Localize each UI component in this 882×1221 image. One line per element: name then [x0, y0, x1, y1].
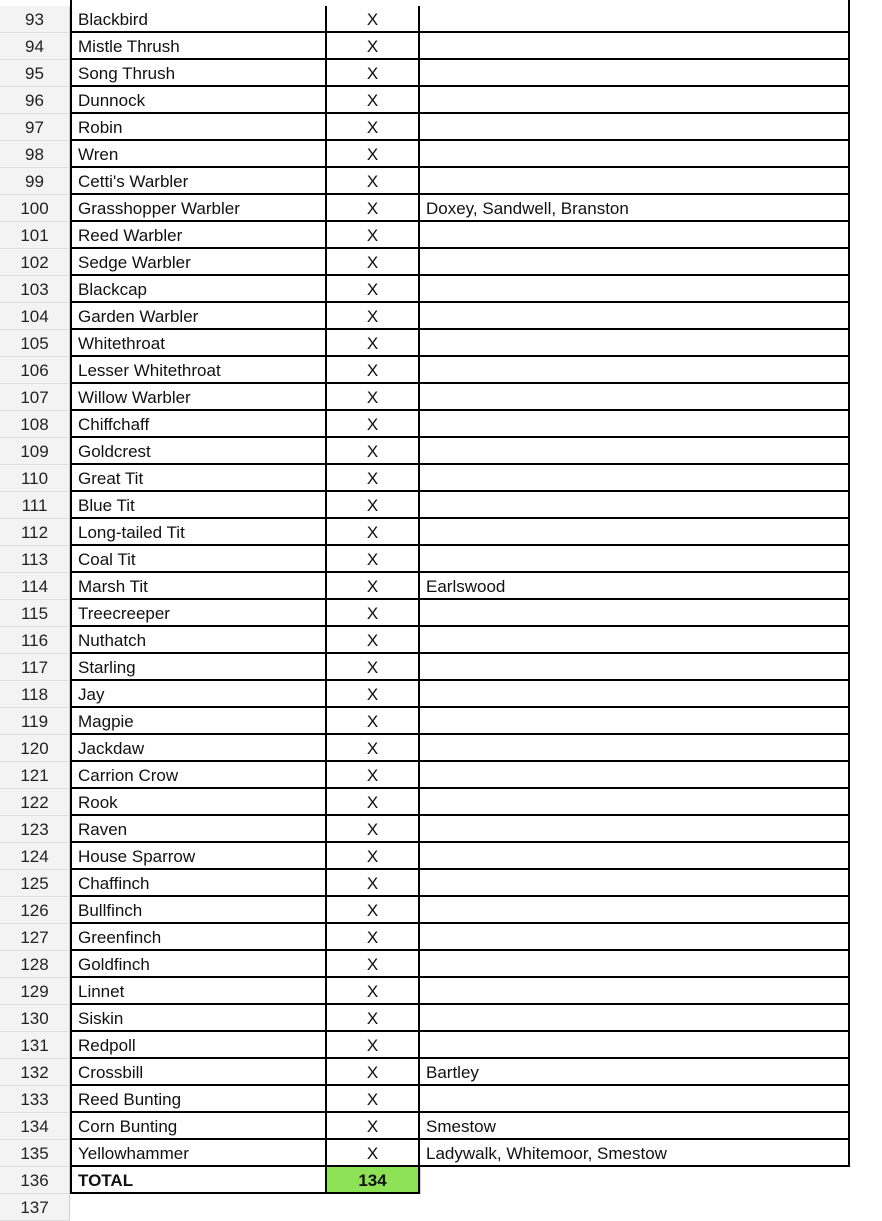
seen-mark-cell[interactable]: X [327, 681, 420, 708]
table-row [0, 573, 882, 600]
location-notes-cell[interactable] [420, 6, 850, 33]
total-value-cell[interactable]: 134 [327, 1167, 420, 1194]
table-row [0, 465, 882, 492]
table-row [0, 249, 882, 276]
table-row [0, 87, 882, 114]
row-header[interactable]: 97 [0, 114, 70, 141]
species-name-cell[interactable]: Blackcap [70, 276, 327, 303]
location-notes-cell[interactable]: Doxey, Sandwell, Branston [420, 195, 850, 222]
species-name-cell[interactable]: Cetti's Warbler [70, 168, 327, 195]
row-header[interactable]: 124 [0, 843, 70, 870]
location-notes-cell[interactable] [420, 951, 850, 978]
row-header[interactable]: 101 [0, 222, 70, 249]
location-notes-cell[interactable] [420, 519, 850, 546]
location-notes-cell[interactable] [420, 384, 850, 411]
location-notes-cell[interactable] [420, 411, 850, 438]
seen-mark-cell[interactable]: X [327, 519, 420, 546]
table-row [0, 1005, 882, 1032]
location-notes-cell[interactable] [420, 249, 850, 276]
row-header[interactable]: 113 [0, 546, 70, 573]
species-name-cell[interactable]: Dunnock [70, 87, 327, 114]
row-header[interactable]: 108 [0, 411, 70, 438]
seen-mark-cell[interactable]: X [327, 33, 420, 60]
location-notes-cell[interactable]: Ladywalk, Whitemoor, Smestow [420, 1140, 850, 1167]
species-name-cell[interactable]: Lesser Whitethroat [70, 357, 327, 384]
empty-cell[interactable] [420, 1167, 882, 1194]
seen-mark-cell[interactable]: X [327, 546, 420, 573]
table-row [0, 6, 882, 33]
location-notes-cell[interactable] [420, 870, 850, 897]
row-header[interactable]: 114 [0, 573, 70, 600]
location-notes-cell[interactable] [420, 114, 850, 141]
row-header[interactable]: 107 [0, 384, 70, 411]
seen-mark-cell[interactable]: X [327, 384, 420, 411]
table-row [0, 843, 882, 870]
location-notes-cell[interactable] [420, 168, 850, 195]
species-name-cell[interactable]: Willow Warbler [70, 384, 327, 411]
species-name-cell[interactable]: Reed Warbler [70, 222, 327, 249]
table-row [0, 492, 882, 519]
species-name-cell[interactable]: Marsh Tit [70, 573, 327, 600]
location-notes-cell[interactable] [420, 141, 850, 168]
location-notes-cell[interactable] [420, 924, 850, 951]
table-row [0, 33, 882, 60]
seen-mark-cell[interactable]: X [327, 1113, 420, 1140]
species-name-cell[interactable]: Chiffchaff [70, 411, 327, 438]
location-notes-cell[interactable] [420, 762, 850, 789]
seen-mark-cell[interactable]: X [327, 1140, 420, 1167]
table-row [0, 276, 882, 303]
species-name-cell[interactable]: Garden Warbler [70, 303, 327, 330]
row-header[interactable]: 128 [0, 951, 70, 978]
row-header[interactable]: 123 [0, 816, 70, 843]
species-name-cell[interactable]: Blackbird [70, 6, 327, 33]
row-header[interactable]: 132 [0, 1059, 70, 1086]
row-header[interactable]: 119 [0, 708, 70, 735]
table-row [0, 978, 882, 1005]
seen-mark-cell[interactable]: X [327, 654, 420, 681]
table-row [0, 1194, 882, 1221]
table-row [0, 924, 882, 951]
location-notes-cell[interactable] [420, 654, 850, 681]
location-notes-cell[interactable] [420, 546, 850, 573]
table-row [0, 546, 882, 573]
seen-mark-cell[interactable]: X [327, 951, 420, 978]
seen-mark-cell[interactable]: X [327, 1059, 420, 1086]
row-header[interactable]: 99 [0, 168, 70, 195]
row-header[interactable]: 116 [0, 627, 70, 654]
table-row [0, 870, 882, 897]
location-notes-cell[interactable]: Earlswood [420, 573, 850, 600]
species-name-cell[interactable]: Linnet [70, 978, 327, 1005]
species-name-cell[interactable]: Treecreeper [70, 600, 327, 627]
species-name-cell[interactable]: Corn Bunting [70, 1113, 327, 1140]
species-name-cell[interactable]: Bullfinch [70, 897, 327, 924]
row-header[interactable]: 131 [0, 1032, 70, 1059]
seen-mark-cell[interactable]: X [327, 141, 420, 168]
species-name-cell[interactable]: Whitethroat [70, 330, 327, 357]
location-notes-cell[interactable] [420, 897, 850, 924]
species-name-cell[interactable]: Coal Tit [70, 546, 327, 573]
seen-mark-cell[interactable]: X [327, 573, 420, 600]
species-name-cell[interactable]: Robin [70, 114, 327, 141]
seen-mark-cell[interactable]: X [327, 330, 420, 357]
location-notes-cell[interactable] [420, 1086, 850, 1113]
seen-mark-cell[interactable]: X [327, 465, 420, 492]
table-row [0, 762, 882, 789]
row-header[interactable]: 135 [0, 1140, 70, 1167]
row-header[interactable]: 136 [0, 1167, 70, 1194]
row-header[interactable]: 100 [0, 195, 70, 222]
row-header[interactable]: 104 [0, 303, 70, 330]
table-row [0, 735, 882, 762]
row-header[interactable]: 105 [0, 330, 70, 357]
row-header[interactable]: 118 [0, 681, 70, 708]
seen-mark-cell[interactable]: X [327, 168, 420, 195]
table-row [0, 789, 882, 816]
species-name-cell[interactable]: Wren [70, 141, 327, 168]
species-name-cell[interactable]: Jackdaw [70, 735, 327, 762]
seen-mark-cell[interactable]: X [327, 627, 420, 654]
row-header[interactable]: 137 [0, 1194, 70, 1221]
table-row [0, 195, 882, 222]
location-notes-cell[interactable] [420, 492, 850, 519]
table-row [0, 816, 882, 843]
table-row [0, 519, 882, 546]
row-header[interactable]: 93 [0, 6, 70, 33]
row-header[interactable]: 126 [0, 897, 70, 924]
table-row [0, 897, 882, 924]
location-notes-cell[interactable] [420, 708, 850, 735]
species-name-cell[interactable]: Song Thrush [70, 60, 327, 87]
table-row [0, 951, 882, 978]
row-header[interactable]: 95 [0, 60, 70, 87]
row-header[interactable]: 134 [0, 1113, 70, 1140]
row-header[interactable]: 115 [0, 600, 70, 627]
species-name-cell[interactable]: Redpoll [70, 1032, 327, 1059]
species-name-cell[interactable]: Jay [70, 681, 327, 708]
row-header[interactable]: 130 [0, 1005, 70, 1032]
row-header[interactable]: 127 [0, 924, 70, 951]
row-header[interactable]: 112 [0, 519, 70, 546]
location-notes-cell[interactable] [420, 357, 850, 384]
species-name-cell[interactable]: Goldcrest [70, 438, 327, 465]
species-name-cell[interactable]: Raven [70, 816, 327, 843]
seen-mark-cell[interactable]: X [327, 195, 420, 222]
seen-mark-cell[interactable]: X [327, 789, 420, 816]
species-name-cell[interactable]: Sedge Warbler [70, 249, 327, 276]
table-row [0, 357, 882, 384]
species-name-cell[interactable]: Carrion Crow [70, 762, 327, 789]
table-row [0, 1059, 882, 1086]
table-row [0, 330, 882, 357]
table-row [0, 114, 882, 141]
row-header[interactable]: 106 [0, 357, 70, 384]
table-row [0, 681, 882, 708]
row-header[interactable]: 120 [0, 735, 70, 762]
row-header[interactable]: 111 [0, 492, 70, 519]
seen-mark-cell[interactable]: X [327, 87, 420, 114]
location-notes-cell[interactable] [420, 276, 850, 303]
location-notes-cell[interactable] [420, 465, 850, 492]
grid-top-edge [70, 0, 850, 6]
table-row [0, 627, 882, 654]
total-row [0, 1167, 882, 1194]
row-header[interactable]: 129 [0, 978, 70, 1005]
row-header[interactable]: 117 [0, 654, 70, 681]
species-name-cell[interactable]: Great Tit [70, 465, 327, 492]
seen-mark-cell[interactable]: X [327, 222, 420, 249]
seen-mark-cell[interactable]: X [327, 735, 420, 762]
species-name-cell[interactable]: Starling [70, 654, 327, 681]
row-header[interactable]: 94 [0, 33, 70, 60]
seen-mark-cell[interactable]: X [327, 276, 420, 303]
row-header[interactable]: 133 [0, 1086, 70, 1113]
table-row [0, 1032, 882, 1059]
location-notes-cell[interactable] [420, 60, 850, 87]
row-header[interactable]: 103 [0, 276, 70, 303]
location-notes-cell[interactable] [420, 627, 850, 654]
location-notes-cell[interactable] [420, 33, 850, 60]
species-name-cell[interactable]: Reed Bunting [70, 1086, 327, 1113]
total-label-cell[interactable]: TOTAL [70, 1167, 327, 1194]
row-header[interactable]: 122 [0, 789, 70, 816]
location-notes-cell[interactable] [420, 330, 850, 357]
location-notes-cell[interactable] [420, 843, 850, 870]
seen-mark-cell[interactable]: X [327, 1005, 420, 1032]
species-name-cell[interactable]: Mistle Thrush [70, 33, 327, 60]
seen-mark-cell[interactable]: X [327, 708, 420, 735]
seen-mark-cell[interactable]: X [327, 6, 420, 33]
species-name-cell[interactable]: Long-tailed Tit [70, 519, 327, 546]
row-header[interactable]: 121 [0, 762, 70, 789]
location-notes-cell[interactable] [420, 735, 850, 762]
table-row [0, 303, 882, 330]
location-notes-cell[interactable] [420, 438, 850, 465]
table-row [0, 141, 882, 168]
table-row [0, 222, 882, 249]
location-notes-cell[interactable] [420, 600, 850, 627]
seen-mark-cell[interactable]: X [327, 843, 420, 870]
table-row [0, 438, 882, 465]
species-name-cell[interactable]: Magpie [70, 708, 327, 735]
species-name-cell[interactable]: Grasshopper Warbler [70, 195, 327, 222]
table-row [0, 1140, 882, 1167]
seen-mark-cell[interactable]: X [327, 303, 420, 330]
location-notes-cell[interactable] [420, 222, 850, 249]
seen-mark-cell[interactable]: X [327, 870, 420, 897]
seen-mark-cell[interactable]: X [327, 897, 420, 924]
row-header[interactable]: 125 [0, 870, 70, 897]
table-row [0, 708, 882, 735]
location-notes-cell[interactable]: Bartley [420, 1059, 850, 1086]
table-row [0, 654, 882, 681]
location-notes-cell[interactable] [420, 1005, 850, 1032]
species-name-cell[interactable]: Yellowhammer [70, 1140, 327, 1167]
seen-mark-cell[interactable]: X [327, 978, 420, 1005]
location-notes-cell[interactable] [420, 87, 850, 114]
species-name-cell[interactable]: Siskin [70, 1005, 327, 1032]
location-notes-cell[interactable] [420, 303, 850, 330]
species-name-cell[interactable]: Greenfinch [70, 924, 327, 951]
seen-mark-cell[interactable]: X [327, 1032, 420, 1059]
location-notes-cell[interactable] [420, 789, 850, 816]
seen-mark-cell[interactable]: X [327, 762, 420, 789]
table-row [0, 1086, 882, 1113]
seen-mark-cell[interactable]: X [327, 816, 420, 843]
species-name-cell[interactable]: Goldfinch [70, 951, 327, 978]
table-row [0, 1113, 882, 1140]
row-header[interactable]: 110 [0, 465, 70, 492]
table-row [0, 168, 882, 195]
seen-mark-cell[interactable]: X [327, 357, 420, 384]
species-name-cell[interactable]: House Sparrow [70, 843, 327, 870]
species-name-cell[interactable]: Blue Tit [70, 492, 327, 519]
seen-mark-cell[interactable]: X [327, 600, 420, 627]
location-notes-cell[interactable]: Smestow [420, 1113, 850, 1140]
seen-mark-cell[interactable]: X [327, 924, 420, 951]
row-header[interactable]: 98 [0, 141, 70, 168]
seen-mark-cell[interactable]: X [327, 411, 420, 438]
row-header[interactable]: 102 [0, 249, 70, 276]
location-notes-cell[interactable] [420, 681, 850, 708]
location-notes-cell[interactable] [420, 978, 850, 1005]
location-notes-cell[interactable] [420, 816, 850, 843]
row-header[interactable]: 96 [0, 87, 70, 114]
table-row [0, 60, 882, 87]
seen-mark-cell[interactable]: X [327, 1086, 420, 1113]
location-notes-cell[interactable] [420, 1032, 850, 1059]
species-name-cell[interactable]: Chaffinch [70, 870, 327, 897]
table-row [0, 600, 882, 627]
table-row [0, 384, 882, 411]
seen-mark-cell[interactable]: X [327, 249, 420, 276]
row-header[interactable]: 109 [0, 438, 70, 465]
seen-mark-cell[interactable]: X [327, 114, 420, 141]
seen-mark-cell[interactable]: X [327, 438, 420, 465]
species-name-cell[interactable]: Crossbill [70, 1059, 327, 1086]
seen-mark-cell[interactable]: X [327, 60, 420, 87]
table-row [0, 411, 882, 438]
species-name-cell[interactable]: Nuthatch [70, 627, 327, 654]
seen-mark-cell[interactable]: X [327, 492, 420, 519]
species-name-cell[interactable]: Rook [70, 789, 327, 816]
